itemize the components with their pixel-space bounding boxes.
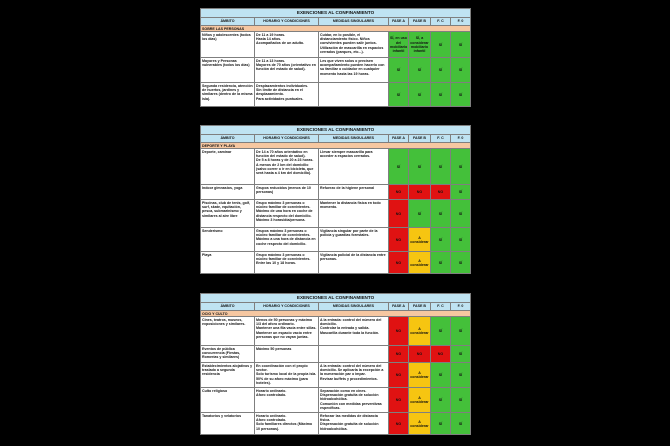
horario-cell: Máximo 50 personas xyxy=(255,346,319,363)
table-title: EXENCIONES AL CONFINAMIENTO xyxy=(201,9,471,18)
table-row xyxy=(201,363,471,388)
medidas-cell xyxy=(319,83,389,107)
phase-cell: NO xyxy=(389,252,409,274)
column-header: MEDIDAS SINGULARES xyxy=(319,303,389,311)
ambito-cell: Establecimientos alojativos y traslado a segunda residencia xyxy=(201,363,255,388)
horario-cell: Grupos máximo 3 personas o núcleo familiar de convivientes. Máximo a una hora de distancia en coche respecto del domicilio. xyxy=(255,228,319,252)
table-row xyxy=(201,252,471,274)
phase-cell: A considerar xyxy=(409,413,431,435)
table-row xyxy=(201,149,471,185)
table-row xyxy=(201,346,471,363)
phase-cell: NO xyxy=(389,363,409,388)
phase-cell: A considerar xyxy=(409,228,431,252)
medidas-cell: Vigilancia singular por parte de la policía y guardias forestales. xyxy=(319,228,389,252)
medidas-cell: Llevar siempre mascarilla para acceder a espacios cerrados. xyxy=(319,149,389,185)
section-header: DEPORTE Y PLAYA xyxy=(201,143,471,149)
phase-cell: SÍ xyxy=(451,83,471,107)
phase-cell: A considerar xyxy=(409,388,431,413)
column-header: HORARIO Y CONDICIONES xyxy=(255,135,319,143)
column-header: FASE B xyxy=(409,303,431,311)
column-header: MEDIDAS SINGULARES xyxy=(319,18,389,26)
phase-cell: SÍ xyxy=(431,413,451,435)
ambito-cell: Indoor gimnasios, yoga xyxy=(201,185,255,200)
table-row xyxy=(201,185,471,200)
phase-cell: SÍ xyxy=(451,388,471,413)
phase-cell: SÍ, en uso del mobiliario infantil xyxy=(389,32,409,58)
phase-cell: NO xyxy=(409,185,431,200)
phase-cell: SÍ xyxy=(409,200,431,228)
table-row xyxy=(201,317,471,346)
exemptions-table xyxy=(200,293,471,435)
table-row xyxy=(201,388,471,413)
phase-cell: SÍ xyxy=(431,58,451,83)
table-row xyxy=(201,32,471,58)
column-header: F. C xyxy=(431,303,451,311)
phase-cell: SÍ xyxy=(389,149,409,185)
ambito-cell: Eventos de pública concurrencia (Fiestas, Romerías y similares) xyxy=(201,346,255,363)
phase-cell: SÍ xyxy=(431,200,451,228)
horario-cell: Desplazamientos individuales. Sin límite de distancia en el desplazamiento. Para actividades puntuales. xyxy=(255,83,319,107)
phase-cell: SÍ xyxy=(451,200,471,228)
phase-cell: SÍ xyxy=(451,317,471,346)
phase-cell: SÍ xyxy=(431,363,451,388)
column-header: F. 0 xyxy=(451,303,471,311)
exemptions-table xyxy=(200,8,471,107)
column-header: F. C xyxy=(431,135,451,143)
doc-page-2 xyxy=(200,125,470,274)
phase-cell: SÍ xyxy=(431,317,451,346)
phase-cell: SÍ xyxy=(451,346,471,363)
medidas-cell: A la entrada: control del número del domicilio. Controlar la entrada y salida. Mascarilla durante toda la función. xyxy=(319,317,389,346)
medidas-cell: A la entrada: control del número del domicilio. Se aplicarla la excepción a la numeración par o impar. Revisar buffets y procedimientos. xyxy=(319,363,389,388)
ambito-cell: Piscinas, club de tenis, golf, surf, skate, equitación, pesca, submarinismo y similares al aire libre xyxy=(201,200,255,228)
horario-cell: De 14 a 70 años orientativo en función del estado de salud). De 5 a 8 horas y de 20 a 23 horas. A menos de 2 km del domicilio (salvo correr o ir en bicicleta, que será hasta a 4 km del domicilio). xyxy=(255,149,319,185)
column-header: FASE A xyxy=(389,135,409,143)
phase-cell: SÍ xyxy=(451,58,471,83)
phase-cell: NO xyxy=(389,346,409,363)
doc-page-1 xyxy=(200,8,470,107)
medidas-cell: Cuidar, en lo posible, el distanciamiento físico. Niños convivientes pueden salir juntos. Utilización de mascarilla en espacios cerrados (parques, etc...). xyxy=(319,32,389,58)
phase-cell: SÍ, a considerar mobiliario infantil xyxy=(409,32,431,58)
column-header: F. 0 xyxy=(451,135,471,143)
horario-cell: Grupos reducidos (menos de 10 personas) xyxy=(255,185,319,200)
column-header: ÁMBITO xyxy=(201,135,255,143)
section-header: OCIO Y CULTO xyxy=(201,311,471,317)
column-header: FASE B xyxy=(409,18,431,26)
ambito-cell: Deporte, caminar xyxy=(201,149,255,185)
medidas-cell: Separación como en cines. Dispensación gratuita de solución hidroalcohólica. Comunión con medidas preventivas específicas. xyxy=(319,388,389,413)
ambito-cell: Playa xyxy=(201,252,255,274)
phase-cell: SÍ xyxy=(431,149,451,185)
phase-cell: SÍ xyxy=(451,228,471,252)
phase-cell: SÍ xyxy=(409,149,431,185)
phase-cell: A considerar xyxy=(409,317,431,346)
ambito-cell: Culto religioso xyxy=(201,388,255,413)
column-header: ÁMBITO xyxy=(201,303,255,311)
table-row xyxy=(201,58,471,83)
phase-cell: SÍ xyxy=(451,149,471,185)
ambito-cell: Niños y adolescentes (todos los días) xyxy=(201,32,255,58)
column-header: F. C xyxy=(431,18,451,26)
phase-cell: SÍ xyxy=(409,58,431,83)
medidas-cell xyxy=(319,346,389,363)
medidas-cell: Refuerzo de la higiene personal xyxy=(319,185,389,200)
ambito-cell: Segunda residencia, atención de huertos, jardines y similares (dentro de la misma isla). xyxy=(201,83,255,107)
horario-cell: Menos de 50 personas y máximo 1/3 del aforo ordinario. Mantener una fila vacía entre sillas. Mantener un espacio vacío entre personas que no vayan juntas. xyxy=(255,317,319,346)
phase-cell: SÍ xyxy=(389,83,409,107)
medidas-cell: Les que viven solos o precisen acompañamiento pueden hacerlo con su familiar o cuidador en cualquier momento hasta las 19 horas. xyxy=(319,58,389,83)
medidas-cell: Reforzar las medidas de distancia física. Dispensación gratuita de solución hidroalcohólica. xyxy=(319,413,389,435)
phase-cell: SÍ xyxy=(451,185,471,200)
phase-cell: SÍ xyxy=(431,83,451,107)
column-header: HORARIO Y CONDICIONES xyxy=(255,18,319,26)
phase-cell: NO xyxy=(389,388,409,413)
phase-cell: SÍ xyxy=(431,228,451,252)
medidas-cell: Vigilancia policial de la distancia entre personas. xyxy=(319,252,389,274)
phase-cell: NO xyxy=(389,317,409,346)
ambito-cell: Tanatorios y velatorios xyxy=(201,413,255,435)
phase-cell: SÍ xyxy=(451,252,471,274)
column-header: FASE A xyxy=(389,18,409,26)
column-header: ÁMBITO xyxy=(201,18,255,26)
horario-cell: Grupo máximo 3 personas o núcleo familiar de convivientes. Máximo de una hora en coche de distancia respecto del domicilio. Máximo 3 horas/día/persona. xyxy=(255,200,319,228)
phase-cell: SÍ xyxy=(451,363,471,388)
phase-cell: NO xyxy=(409,346,431,363)
phase-cell: NO xyxy=(389,228,409,252)
horario-cell: Horario ordinario. Aforo controlado. Solo familiares directos (Máximo 10 personas). xyxy=(255,413,319,435)
table-title: EXENCIONES AL CONFINAMIENTO xyxy=(201,294,471,303)
horario-cell: Horario ordinario. Aforo controlado. xyxy=(255,388,319,413)
table-row xyxy=(201,200,471,228)
medidas-cell: Mantener la distancia física en todo momento. xyxy=(319,200,389,228)
table-row xyxy=(201,83,471,107)
column-header: FASE B xyxy=(409,135,431,143)
section-header: SOBRE LAS PERSONAS xyxy=(201,26,471,32)
horario-cell: Grupo máximo 3 personas o núcleo familiar de convivientes. Entre las 10 y 18 horas. xyxy=(255,252,319,274)
phase-cell: SÍ xyxy=(431,388,451,413)
phase-cell: SÍ xyxy=(451,413,471,435)
horario-cell: De 11 a 19 horas. Hasta 14 años. Acompañados de un adulto. xyxy=(255,32,319,58)
phase-cell: SÍ xyxy=(431,252,451,274)
phase-cell: SÍ xyxy=(409,83,431,107)
phase-cell: NO xyxy=(389,200,409,228)
column-header: MEDIDAS SINGULARES xyxy=(319,135,389,143)
column-header: FASE A xyxy=(389,303,409,311)
table-row xyxy=(201,413,471,435)
column-header: F. 0 xyxy=(451,18,471,26)
exemptions-table xyxy=(200,125,471,274)
phase-cell: NO xyxy=(431,185,451,200)
phase-cell: SÍ xyxy=(389,58,409,83)
doc-page-3 xyxy=(200,293,470,435)
ambito-cell: Senderismo xyxy=(201,228,255,252)
horario-cell: De 11 a 13 horas. Mayores de 70 años (orientativo en función del estado de salud). xyxy=(255,58,319,83)
horario-cell: En coordinación con el propio sector. Solo turismo local de la propia isla. 50% de su aforo máximo (para hoteles). xyxy=(255,363,319,388)
phase-cell: A considerar xyxy=(409,363,431,388)
ambito-cell: Cines, teatros, museos, exposiciones y similares. xyxy=(201,317,255,346)
phase-cell: A considerar xyxy=(409,252,431,274)
phase-cell: SÍ xyxy=(431,32,451,58)
phase-cell: NO xyxy=(389,185,409,200)
ambito-cell: Mayores y Personas vulnerables (todos los días) xyxy=(201,58,255,83)
phase-cell: SÍ xyxy=(451,32,471,58)
phase-cell: NO xyxy=(431,346,451,363)
column-header: HORARIO Y CONDICIONES xyxy=(255,303,319,311)
phase-cell: NO xyxy=(389,413,409,435)
table-title: EXENCIONES AL CONFINAMIENTO xyxy=(201,126,471,135)
table-row xyxy=(201,228,471,252)
